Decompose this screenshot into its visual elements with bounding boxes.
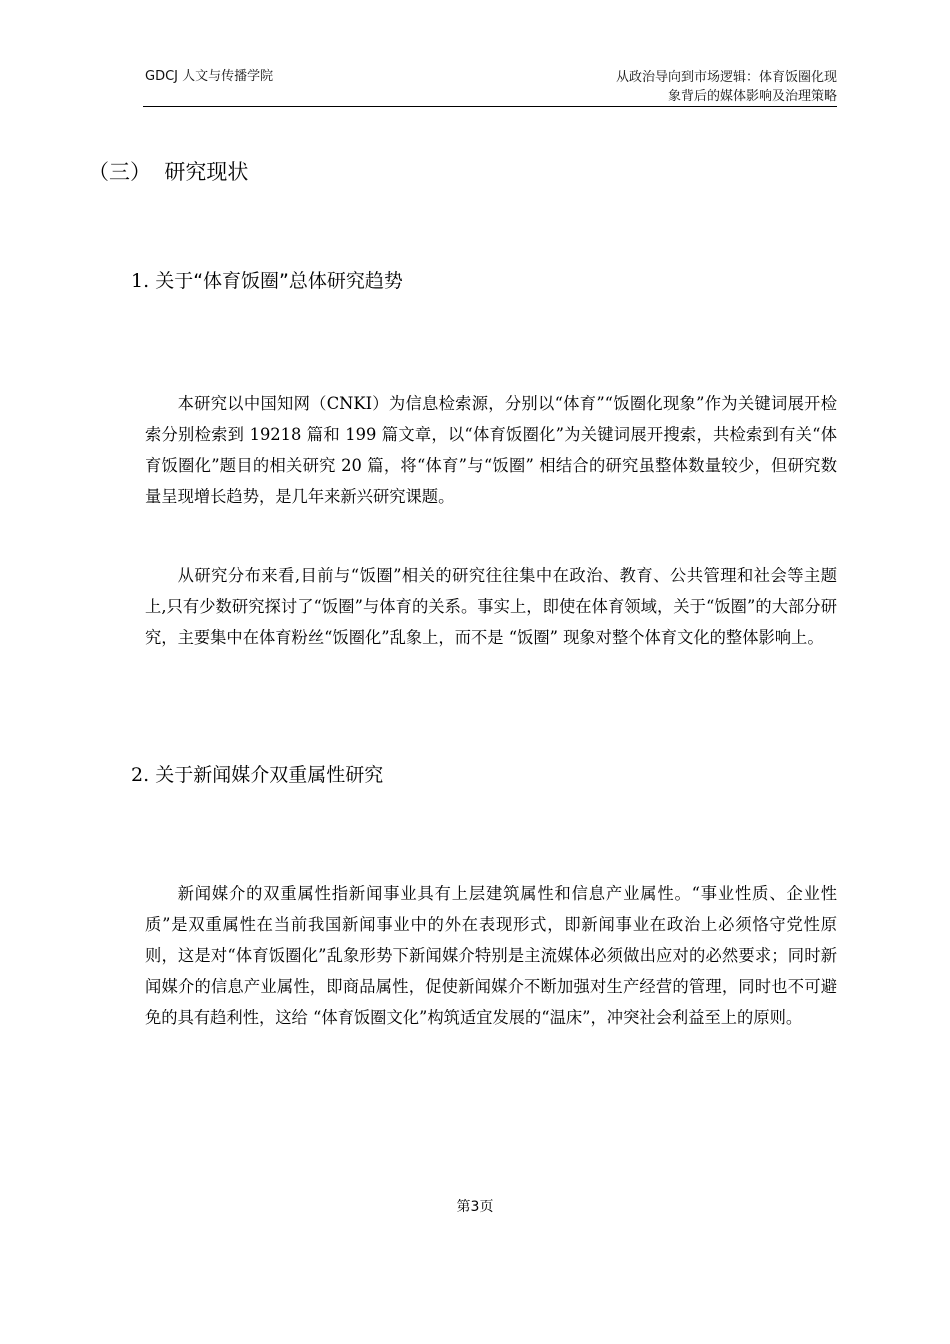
header-divider [143, 106, 837, 107]
page-number: 第3页 [456, 1199, 494, 1215]
header-paper-title [547, 68, 837, 106]
header-title-line-1: 从政治导向到市场逻辑：体育饭圈化现 [615, 70, 837, 85]
paragraph-media-dual-attributes: 新闻媒介的双重属性指新闻事业具有上层建筑属性和信息产业属性。“事业性质、企业性质”是双重属性在当前我国新闻事业中的外在表现形式，即新闻事业在政治上必须恪守党性原则，这是对“体育饭圈化”乱象形势下新闻媒介特别是主流媒体必须做出应对的必然要求；同时新闻媒介的信息产业属性，即商品属性，促使新闻媒介不断加强对生产经营的管理，同时也不可避免的具有趋利性，这给 “体育饭圈文化”构筑适宜发展的“温床”，冲突社会利益至上的原则。 [145, 884, 837, 1027]
header-title-line-2: 象背后的媒体影响及治理策略 [667, 89, 837, 104]
paragraph-research-distribution: 从研究分布来看,目前与“饭圈”相关的研究往往集中在政治、教育、公共管理和社会等主题上,只有少数研究探讨了“饭圈”与体育的关系。事实上，即使在体育领域，关于“饭圈”的大部分研究，主要集中在体育粉丝“饭圈化”乱象上，而不是 “饭圈” 现象对整个体育文化的整体影响上。 [145, 566, 837, 647]
header-institution: GDCJ 人文与传播学院 [145, 69, 274, 84]
subsection-1-number: 1. [131, 270, 150, 292]
subsection-1-title: 关于“体育饭圈”总体研究趋势 [155, 270, 403, 292]
subsection-2-heading [131, 762, 383, 788]
subsection-2-number: 2. [131, 764, 150, 786]
paragraph-research-trend: 本研究以中国知网（CNKI）为信息检索源，分别以“体育”“饭圈化现象”作为关键词展开检索分别检索到 19218 篇和 199 篇文章，以“体育饭圈化”为关键词展开搜索，共检索到有关“体育饭圈化”题目的相关研究 20 篇，将“体育”与“饭圈” 相结合的研究虽整体数量较少，但研究数量呈现增长趋势，是几年来新兴研究课题。 [145, 394, 837, 506]
subsection-2-title: 关于新闻媒介双重属性研究 [155, 764, 384, 786]
subsection-1-heading [131, 268, 403, 294]
section-heading: （三） 研究现状 [88, 160, 249, 184]
